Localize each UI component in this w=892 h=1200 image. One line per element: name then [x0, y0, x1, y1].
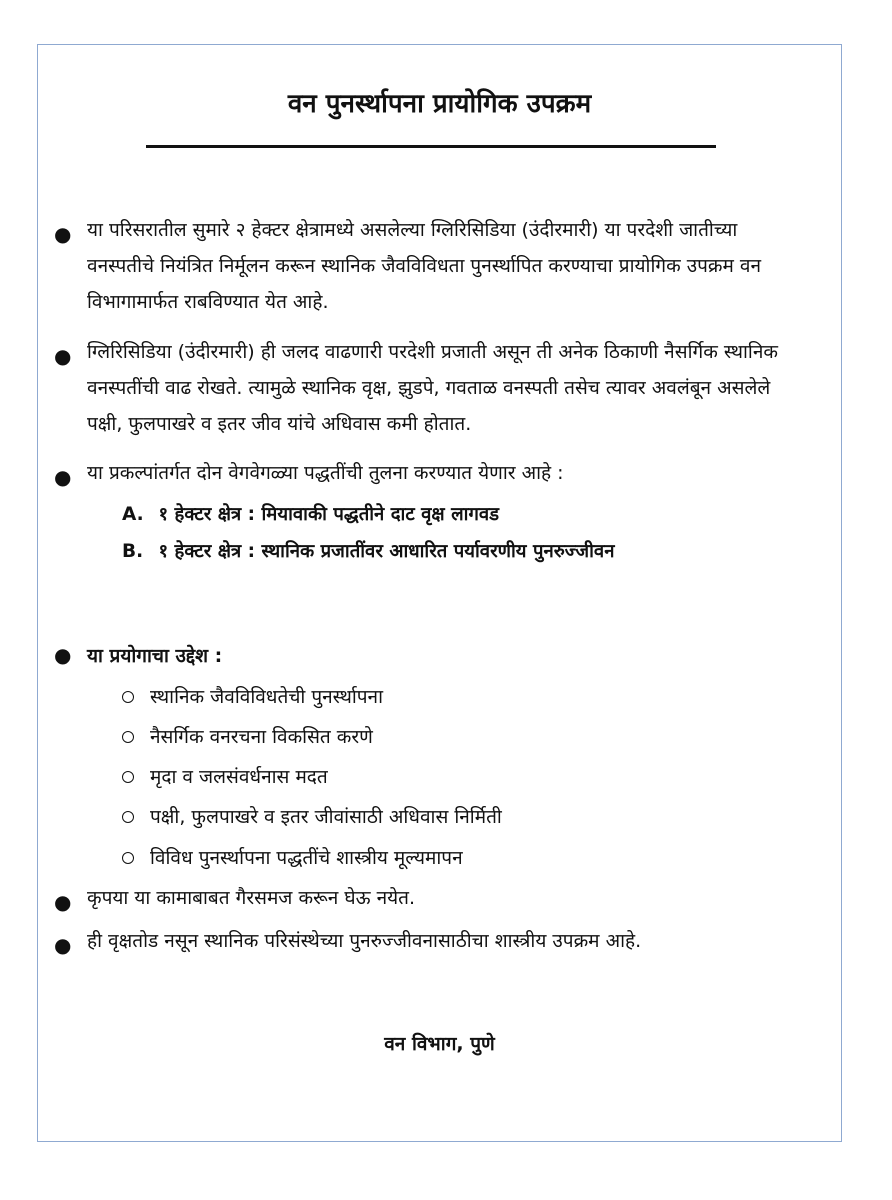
objective-text: स्थानिक जैवविविधतेची पुनर्स्थापना: [150, 686, 384, 708]
circle-bullet-icon: [122, 852, 134, 864]
paragraph-request: कृपया या कामाबाबत गैरसमज करून घेऊ नयेत.: [87, 887, 415, 909]
method-text: १ हेक्टर क्षेत्र : मियावाकी पद्धतीने दाट वृक्ष लागवड: [158, 504, 500, 525]
objectives-heading: या प्रयोगाचा उद्देश :: [87, 645, 223, 667]
page-title: वन पुनर्स्थापना प्रायोगिक उपक्रम: [287, 89, 592, 119]
objective-item: [122, 803, 502, 829]
objective-text: मृदा व जलसंवर्धनास मदत: [150, 766, 328, 788]
page-border: [37, 44, 842, 1142]
objective-text: विविध पुनर्स्थापना पद्धतींचे शास्त्रीय मूल्यमापन: [150, 847, 463, 869]
bullet-icon: ●: [54, 344, 72, 368]
bullet-icon: ●: [54, 933, 72, 957]
method-item-a: [122, 501, 499, 526]
bullet-icon: ●: [54, 222, 72, 246]
circle-bullet-icon: [122, 731, 134, 743]
bullet-icon: ●: [54, 643, 72, 667]
method-label: A.: [122, 504, 144, 525]
bullet-icon: ●: [54, 465, 72, 489]
circle-bullet-icon: [122, 771, 134, 783]
objective-item: [122, 723, 373, 749]
paragraph-intro: या परिसरातील सुमारे २ हेक्टर क्षेत्रामध्ये असलेल्या ग्लिरिसिडिया (उंदीरमारी) या परदेशी जातीच्या वनस्पतीचे नियंत्रित निर्मूलन करून स्थानिक जैवविविधता पुनर्स्थापित करण्याचा प्रायोगिक उपक्रम वन विभागामार्फत राबविण्यात येत आहे.: [87, 219, 762, 313]
bullet-icon: ●: [54, 890, 72, 914]
method-label: B.: [122, 541, 144, 562]
circle-bullet-icon: [122, 811, 134, 823]
paragraph-gliricidia: ग्लिरिसिडिया (उंदीरमारी) ही जलद वाढणारी परदेशी प्रजाती असून ती अनेक ठिकाणी नैसर्गिक स्थानिक वनस्पतींची वाढ रोखते. त्यामुळे स्थानिक वृक्ष, झुडपे, गवताळ वनस्पती तसेच त्यावर अवलंबून असलेले पक्षी, फुलपाखरे व इतर जीव यांचे अधिवास कमी होतात.: [87, 341, 778, 435]
objective-item: [122, 763, 328, 789]
objective-text: पक्षी, फुलपाखरे व इतर जीवांसाठी अधिवास निर्मिती: [150, 806, 502, 828]
method-item-b: [122, 538, 614, 563]
title-underline: [146, 145, 716, 148]
objective-text: नैसर्गिक वनरचना विकसित करणे: [150, 726, 373, 748]
objective-item: [122, 683, 383, 709]
method-text: १ हेक्टर क्षेत्र : स्थानिक प्रजातींवर आधारित पर्यावरणीय पुनरुज्जीवन: [158, 541, 615, 562]
circle-bullet-icon: [122, 691, 134, 703]
paragraph-comparison: या प्रकल्पांतर्गत दोन वेगवेगळ्या पद्धतींची तुलना करण्यात येणार आहे :: [87, 462, 564, 484]
objective-item: [122, 844, 463, 870]
signature: वन विभाग, पुणे: [384, 1033, 495, 1055]
paragraph-clarification: ही वृक्षतोड नसून स्थानिक परिसंस्थेच्या पुनरुज्जीवनासाठीचा शास्त्रीय उपक्रम आहे.: [87, 930, 642, 952]
